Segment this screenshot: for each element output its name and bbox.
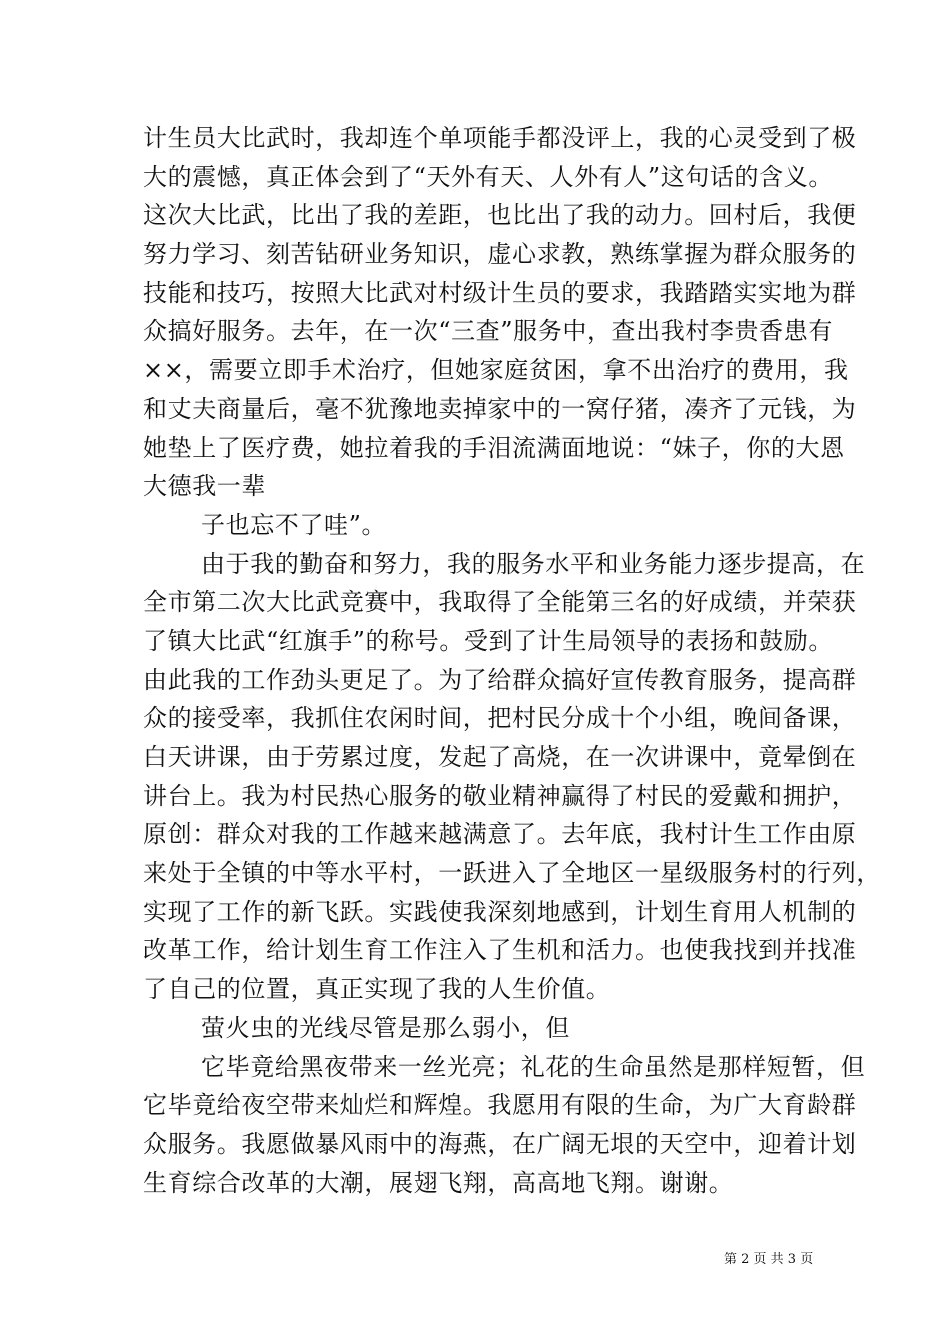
text-line: 计生员大比武时，我却连个单项能手都没评上，我的心灵受到了极 <box>143 124 857 152</box>
text-line: 众搞好服务。去年，在一次“三查”服务中，查出我村李贵香患有 <box>143 317 833 346</box>
text-line: 大德我一辈 <box>143 472 266 501</box>
body-text <box>143 119 881 1202</box>
text-line: 全市第二次大比武竞赛中，我取得了全能第三名的好成绩，并荣获 <box>143 588 857 617</box>
text-line: 它毕竟给夜空带来灿烂和辉煌。我愿用有限的生命，为广大育龄群 <box>143 1091 857 1120</box>
text-line: 了自己的位置，真正实现了我的人生价值。 <box>143 975 611 1004</box>
text-line: 和丈夫商量后，毫不犹豫地卖掉家中的一窝仔猪，凑齐了元钱，为 <box>143 394 857 423</box>
text-line: 她垫上了医疗费，她拉着我的手泪流满面地说：“妹子，你的大恩 <box>143 433 845 462</box>
text-line: 生育综合改革的大潮，展翅飞翔，高高地飞翔。谢谢。 <box>143 1168 734 1197</box>
text-line: 讲台上。我为村民热心服务的敬业精神赢得了村民的爱戴和拥护， <box>143 781 857 810</box>
text-line: 了镇大比武“红旗手”的称号。受到了计生局领导的表扬和鼓励。 <box>143 626 833 655</box>
text-line: 众服务。我愿做暴风雨中的海燕，在广阔无垠的天空中，迎着计划 <box>143 1129 857 1158</box>
text-line: 来处于全镇的中等水平村，一跃进入了全地区一星级服务村的行列， <box>143 859 881 888</box>
text-line: 白天讲课，由于劳累过度，发起了高烧，在一次讲课中，竟晕倒在 <box>143 743 857 771</box>
text-line: 子也忘不了哇”。 <box>201 510 387 539</box>
text-line: 由此我的工作劲头更足了。为了给群众搞好宣传教育服务，提高群 <box>143 665 857 694</box>
text-line: 由于我的勤奋和努力，我的服务水平和业务能力逐步提高，在 <box>201 549 866 578</box>
text-line: 努力学习、刻苦钻研业务知识，虚心求教，熟练掌握为群众服务的 <box>143 240 857 269</box>
text-line: 改革工作，给计划生育工作注入了生机和活力。也使我找到并找准 <box>143 936 857 965</box>
text-line: 原创：群众对我的工作越来越满意了。去年底，我村计生工作由原 <box>143 820 857 849</box>
text-line: 实现了工作的新飞跃。实践使我深刻地感到，计划生育用人机制的 <box>143 897 857 926</box>
text-line: 这次大比武，比出了我的差距，也比出了我的动力。回村后，我便 <box>143 201 857 230</box>
page-number: 第 2 页 共 3 页 <box>724 1252 814 1267</box>
text-line: 众的接受率，我抓住农闲时间，把村民分成十个小组，晚间备课， <box>143 704 857 733</box>
text-line: 技能和技巧，按照大比武对村级计生员的要求，我踏踏实实地为群 <box>143 278 857 307</box>
text-line: 它毕竟给黑夜带来一丝光亮；礼花的生命虽然是那样短暂，但 <box>201 1052 866 1081</box>
text-line: 萤火虫的光线尽管是那么弱小，但 <box>201 1013 570 1042</box>
text-line: 大的震憾，真正体会到了“天外有天、人外有人”这句话的含义。 <box>143 162 833 191</box>
text-line: ××，需要立即手术治疗，但她家庭贫困，拿不出治疗的费用，我 <box>143 356 849 385</box>
